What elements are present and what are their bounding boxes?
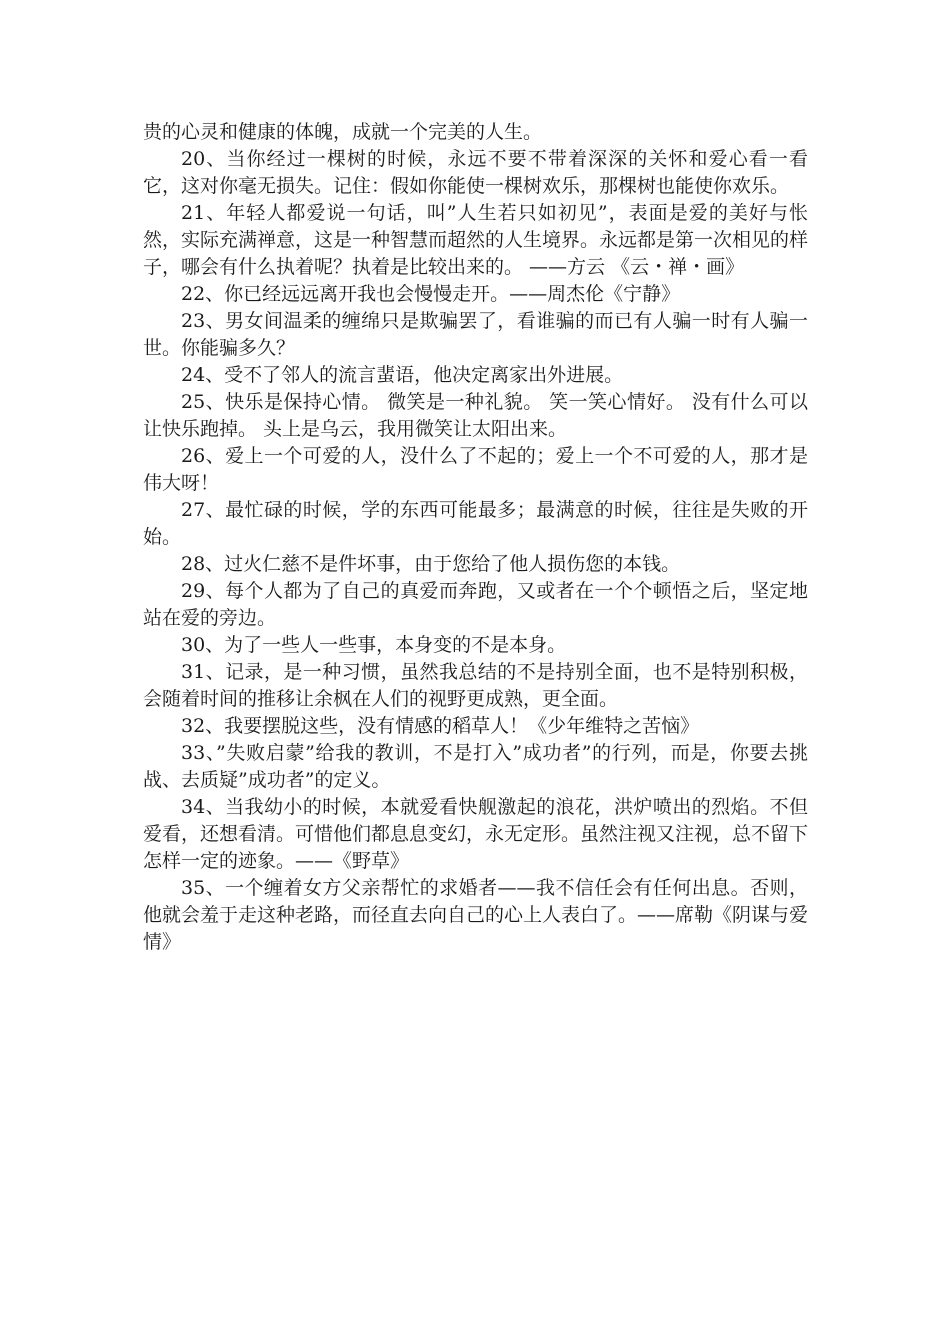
quote-paragraph-28: 28、过火仁慈不是件坏事，由于您给了他人损伤您的本钱。 — [181, 553, 681, 575]
quote-paragraph-23: 23、男女间温柔的缠绵只是欺骗罢了，看谁骗的而已有人骗一时有人骗一世。你能骗多久？ — [143, 310, 808, 359]
quote-paragraph-29: 29、每个人都为了自己的真爱而奔跑，又或者在一个个顿悟之后，坚定地站在爱的旁边。 — [143, 580, 808, 629]
quote-paragraph-35: 35、一个缠着女方父亲帮忙的求婚者——我不信任会有任何出息。否则，他就会羞于走这种老路，而径直去向自己的心上人表白了。——席勒《阴谋与爱情》 — [143, 877, 809, 953]
quote-paragraph-31: 31、记录，是一种习惯，虽然我总结的不是持别全面，也不是特别积极，会随着时间的推移让余枫在人们的视野更成熟，更全面。 — [143, 661, 808, 710]
quote-paragraph-32: 32、我要摆脱这些，没有情感的稻草人！《少年维特之苦恼》 — [181, 715, 700, 737]
quote-paragraph-24: 24、受不了邻人的流言蜚语，他决定离家出外进展。 — [181, 364, 624, 386]
quote-paragraph-27: 27、最忙碌的时候，学的东西可能最多；最满意的时候，往往是失败的开始。 — [143, 499, 808, 548]
quote-paragraph-30: 30、为了一些人一些事，本身变的不是本身。 — [181, 634, 567, 656]
quote-paragraph-20: 20、当你经过一棵树的时候，永远不要不带着深深的关怀和爱心看一看它，这对你毫无损失。记住：假如你能使一棵树欢乐，那棵树也能使你欢乐。 — [143, 148, 808, 197]
paragraph-continuation: 贵的心灵和健康的体魄，成就一个完美的人生。 — [143, 121, 543, 143]
quote-paragraph-26: 26、爱上一个可爱的人，没什么了不起的；爱上一个不可爱的人，那才是伟大呀！ — [143, 445, 808, 494]
document-body — [143, 119, 808, 956]
quote-paragraph-33: 33、”失败启蒙”给我的教训，不是打入”成功者”的行列，而是，你要去挑战、去质疑”成功者”的定义。 — [143, 742, 808, 791]
quote-paragraph-25: 25、快乐是保持心情。 微笑是一种礼貌。 笑一笑心情好。 没有什么可以让快乐跑掉。 头上是乌云，我用微笑让太阳出来。 — [143, 391, 808, 440]
quote-paragraph-22: 22、你已经远远离开我也会慢慢走开。——周杰伦《宁静》 — [181, 283, 681, 305]
quote-paragraph-34: 34、当我幼小的时候，本就爱看快舰激起的浪花，洪炉喷出的烈焰。不但爱看，还想看清。可惜他们都息息变幻，永无定形。虽然注视又注视，总不留下怎样一定的迹象。——《野草》 — [143, 796, 809, 872]
quote-paragraph-21: 21、年轻人都爱说一句话，叫”人生若只如初见”，表面是爱的美好与怅然，实际充满禅意，这是一种智慧而超然的人生境界。永远都是第一次相见的样子，哪会有什么执着呢？执着是比较出来的。 ——方云 《云・禅・画》 — [143, 202, 809, 278]
